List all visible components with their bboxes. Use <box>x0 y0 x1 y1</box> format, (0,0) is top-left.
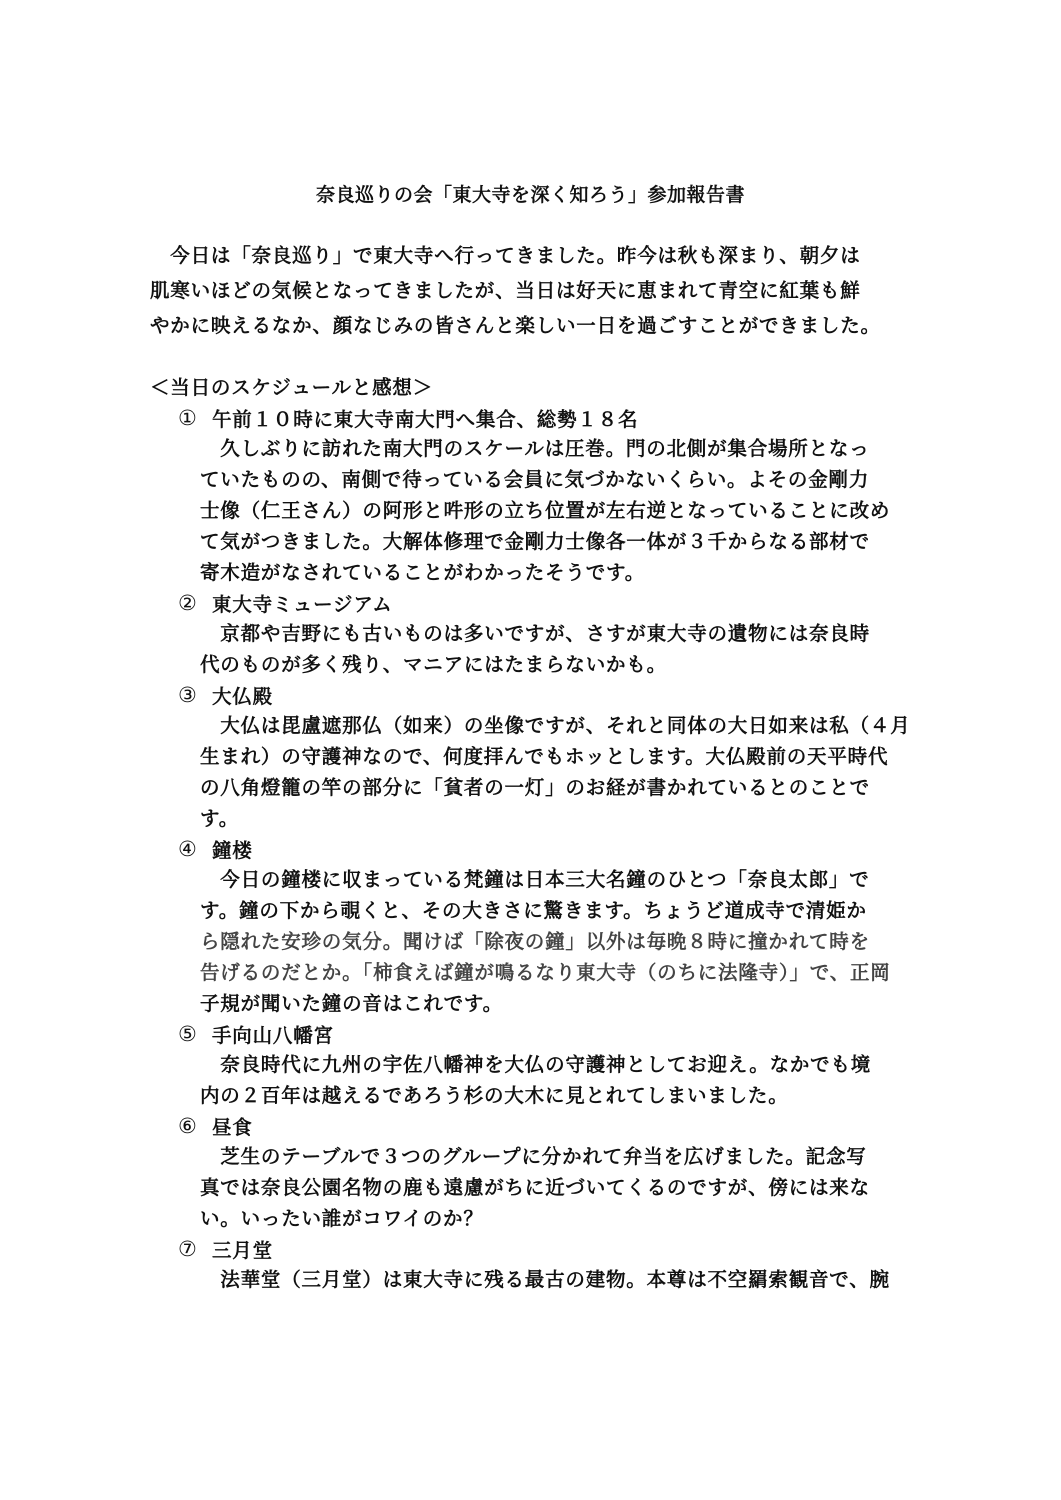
body-line: 法華堂（三月堂）は東大寺に残る最古の建物。本尊は不空羂索観音で、腕 <box>200 1268 890 1291</box>
intro-line: 肌寒いほどの気候となってきましたが、当日は好天に恵まれて青空に紅葉も鮮 <box>150 279 861 302</box>
body-line: 士像（仁王さん）の阿形と吽形の立ち位置が左右逆となっていることに改め <box>200 499 891 522</box>
item-title: 東大寺ミュージアム <box>212 593 393 616</box>
item-number: ① <box>178 406 198 430</box>
item-body <box>200 618 918 680</box>
item-body <box>200 864 918 1019</box>
item-title: 大仏殿 <box>212 685 273 708</box>
item-number: ③ <box>178 683 198 707</box>
schedule-item <box>178 403 918 588</box>
body-line: 今日の鐘楼に収まっている梵鐘は日本三大名鐘のひとつ「奈良太郎」で <box>200 868 870 891</box>
body-line: 久しぶりに訪れた南大門のスケールは圧巻。門の北側が集合場所となっ <box>200 437 870 460</box>
body-line: い。いったい誰がコワイのか？ <box>200 1207 484 1230</box>
item-body <box>200 433 918 588</box>
item-body <box>200 1049 918 1111</box>
item-number: ⑥ <box>178 1114 198 1138</box>
schedule-section-heading: ＜当日のスケジュールと感想＞ <box>150 376 434 399</box>
body-line: す。 <box>200 807 240 830</box>
item-number: ④ <box>178 837 198 861</box>
schedule-item <box>178 1019 918 1111</box>
schedule-item-heading <box>178 403 918 433</box>
schedule-item-heading <box>178 588 918 618</box>
item-number: ② <box>178 591 198 615</box>
body-line: 告げるのだとか。「柿食えば鐘が鳴るなり東大寺（のちに法隆寺）」で、正岡 <box>200 961 891 984</box>
body-line: の八角燈籠の竿の部分に「貧者の一灯」のお経が書かれているとのことで <box>200 776 870 799</box>
body-line: 芝生のテーブルで３つのグループに分かれて弁当を広げました。記念写 <box>200 1145 867 1168</box>
schedule-item <box>178 588 918 680</box>
item-title: 昼食 <box>212 1116 253 1139</box>
body-line: 京都や吉野にも古いものは多いですが、さすが東大寺の遺物には奈良時 <box>200 622 870 645</box>
body-line: 寄木造がなされていることがわかったそうです。 <box>200 561 646 584</box>
item-title: 手向山八幡宮 <box>212 1024 334 1047</box>
intro-paragraph <box>150 238 920 343</box>
schedule-item <box>178 834 918 1019</box>
body-line: ら隠れた安珍の気分。聞けば「除夜の鐘」以外は毎晩８時に撞かれて時を <box>200 930 870 953</box>
body-line: ていたものの、南側で待っている会員に気づかないくらい。よその金剛力 <box>200 468 870 491</box>
schedule-item <box>178 1111 918 1234</box>
item-number: ⑤ <box>178 1022 198 1046</box>
schedule-list <box>178 403 918 1295</box>
schedule-item-heading <box>178 1019 918 1049</box>
schedule-item <box>178 1234 918 1295</box>
schedule-item-heading <box>178 680 918 710</box>
item-body <box>200 1141 918 1234</box>
schedule-item-heading <box>178 1234 918 1264</box>
document-title: 奈良巡りの会「東大寺を深く知ろう」参加報告書 <box>315 184 745 206</box>
body-line: 内の２百年は越えるであろう杉の大木に見とれてしまいました。 <box>200 1084 789 1107</box>
item-title: 午前１０時に東大寺南大門へ集合、総勢１８名 <box>212 408 639 431</box>
body-line: 生まれ）の守護神なので、何度拝んでもホッとします。大仏殿前の天平時代 <box>200 745 889 768</box>
intro-line: 今日は「奈良巡り」で東大寺へ行ってきました。昨今は秋も深まり、朝夕は <box>150 244 861 267</box>
item-body <box>200 1264 918 1295</box>
body-line: 大仏は毘盧遮那仏（如来）の坐像ですが、それと同体の大日如来は私（４月 <box>200 714 911 737</box>
body-line: て気がつきました。大解体修理で金剛力士像各一体が３千からなる部材で <box>200 530 870 553</box>
body-line: 真では奈良公園名物の鹿も遠慮がちに近づいてくるのですが、傍には来な <box>200 1176 870 1199</box>
body-line: 奈良時代に九州の宇佐八幡神を大仏の守護神としてお迎え。なかでも境 <box>200 1053 872 1076</box>
item-number: ⑦ <box>178 1237 198 1261</box>
schedule-item-heading <box>178 1111 918 1141</box>
body-line: 代のものが多く残り、マニアにはたまらないかも。 <box>200 653 667 676</box>
item-title: 鐘楼 <box>212 839 253 862</box>
intro-line: やかに映えるなか、顔なじみの皆さんと楽しい一日を過ごすことができました。 <box>150 314 881 337</box>
schedule-item <box>178 680 918 834</box>
item-body <box>200 710 918 834</box>
schedule-item-heading <box>178 834 918 864</box>
item-title: 三月堂 <box>212 1239 273 1262</box>
body-line: 子規が聞いた鐘の音はこれです。 <box>200 992 503 1015</box>
body-line: す。鐘の下から覗くと、その大きさに驚きます。ちょうど道成寺で清姫か <box>200 899 867 922</box>
